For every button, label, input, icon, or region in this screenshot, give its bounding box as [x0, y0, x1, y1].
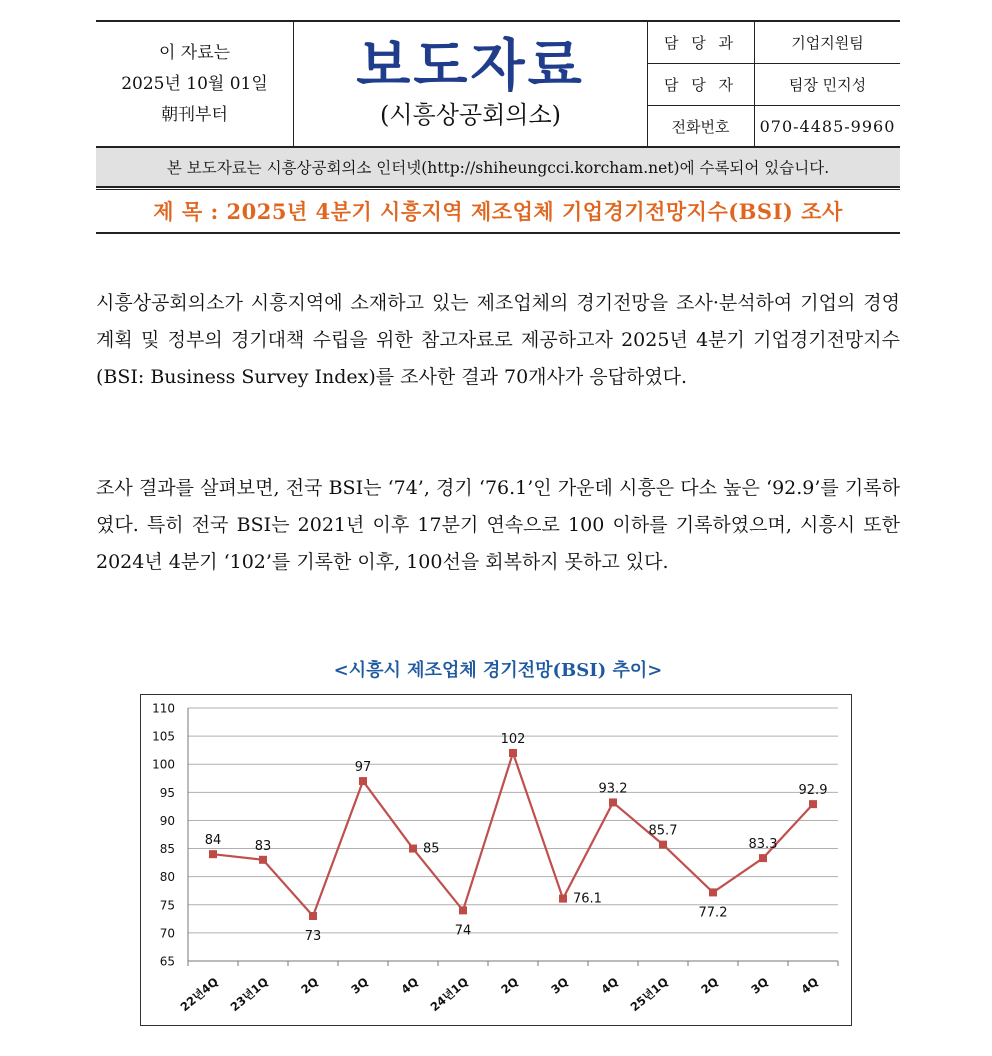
data-label: 76.1	[573, 891, 602, 907]
x-tick-label: 3Q	[548, 974, 571, 997]
y-tick-label: 90	[159, 813, 175, 828]
data-point	[259, 856, 267, 864]
contact-row-person	[647, 64, 900, 106]
release-note-line: 이 자료는	[158, 42, 231, 63]
contact-label: 전화번호	[647, 106, 755, 146]
data-label: 83	[254, 838, 272, 854]
release-note-line: 朝刊부터	[161, 104, 228, 125]
notice-bar: 본 보도자료는 시흥상공회의소 인터넷(http://shiheungcci.korcham.net)에 수록되어 있습니다.	[96, 147, 900, 188]
data-point	[359, 777, 367, 785]
data-point	[659, 841, 667, 849]
x-tick-label: 23년1Q	[227, 974, 271, 1015]
x-tick-label: 4Q	[798, 974, 821, 997]
y-tick-label: 65	[159, 954, 175, 969]
x-tick-label: 24년1Q	[427, 974, 471, 1015]
body-paragraph: 조사 결과를 살펴보면, 전국 BSI는 ‘74’, 경기 ‘76.1’인 가운데 시흥은 다소 높은 ‘92.9’를 기록하였다. 특히 전국 BSI는 2021년 이후 17분기 연속으로 100 이하를 기록하였으며, 시흥시 또한 2024년 4분기 ‘102’를 기록한 이후, 100선을 회복하지 못하고 있다.	[96, 477, 900, 573]
y-tick-label: 75	[159, 898, 175, 913]
x-tick-label: 4Q	[598, 974, 621, 997]
contact-row-department	[647, 22, 900, 64]
data-label: 93.2	[598, 781, 628, 797]
y-tick-label: 110	[152, 701, 175, 716]
body-paragraph: 시흥상공회의소가 시흥지역에 소재하고 있는 제조업체의 경기전망을 조사·분석하여 기업의 경영계획 및 정부의 경기대책 수립을 위한 참고자료로 제공하고자 2025년 4분기 기업경기전망지수(BSI: Business Survey Index)를 조사한 결과 70개사가 응답하였다.	[96, 292, 900, 388]
data-label: 97	[354, 760, 372, 776]
contact-label: 담 당 과	[647, 22, 755, 63]
contact-value: 070-4485-9960	[759, 116, 896, 136]
header-table	[96, 20, 900, 147]
subject-line: 제 목 : 2025년 4분기 시흥지역 제조업체 기업경기전망지수(BSI) 조사	[96, 189, 900, 234]
x-tick-label: 25년1Q	[627, 974, 671, 1015]
chart-title: <시흥시 제조업체 경기전망(BSI) 추이>	[333, 660, 663, 681]
data-label: 85.7	[648, 823, 678, 839]
data-point	[409, 845, 417, 853]
y-tick-label: 70	[159, 926, 175, 941]
x-tick-label: 2Q	[298, 974, 321, 997]
contact-label: 담 당 자	[647, 64, 755, 105]
data-label: 102	[500, 731, 526, 747]
data-label: 92.9	[798, 783, 828, 799]
page-title: 보도자료	[356, 34, 585, 99]
x-tick-label: 3Q	[348, 974, 371, 997]
data-point	[709, 888, 717, 896]
data-label: 74	[454, 923, 472, 939]
series-line	[213, 753, 813, 916]
data-point	[309, 912, 317, 920]
title-cell	[293, 22, 648, 146]
contact-info	[647, 22, 900, 146]
bsi-line-chart	[140, 694, 852, 1026]
y-tick-label: 95	[159, 785, 175, 800]
data-point	[509, 749, 517, 757]
x-tick-label: 3Q	[748, 974, 771, 997]
y-tick-label: 80	[159, 870, 175, 885]
data-label: 83.3	[748, 837, 778, 853]
x-tick-label: 2Q	[498, 974, 521, 997]
data-point	[559, 895, 567, 903]
y-tick-label: 100	[152, 757, 175, 772]
release-note-line: 2025년 10월 01일	[121, 73, 268, 94]
data-point	[809, 800, 817, 808]
data-point	[609, 798, 617, 806]
data-label: 73	[304, 929, 322, 945]
data-label: 85	[423, 841, 440, 857]
x-tick-label: 22년4Q	[177, 974, 221, 1015]
release-note	[96, 22, 293, 146]
contact-value: 팀장 민지성	[788, 76, 867, 94]
data-point	[759, 854, 767, 862]
data-label: 84	[204, 833, 222, 849]
data-label: 77.2	[698, 905, 728, 921]
org-name: (시흥상공회의소)	[379, 101, 561, 129]
x-tick-label: 4Q	[398, 974, 421, 997]
data-point	[209, 850, 217, 858]
x-tick-label: 2Q	[698, 974, 721, 997]
data-point	[459, 906, 467, 914]
chart-canvas	[141, 695, 851, 1025]
y-tick-label: 105	[152, 729, 175, 744]
y-tick-label: 85	[159, 842, 175, 857]
contact-row-phone	[647, 106, 900, 146]
contact-value: 기업지원팀	[791, 34, 864, 52]
